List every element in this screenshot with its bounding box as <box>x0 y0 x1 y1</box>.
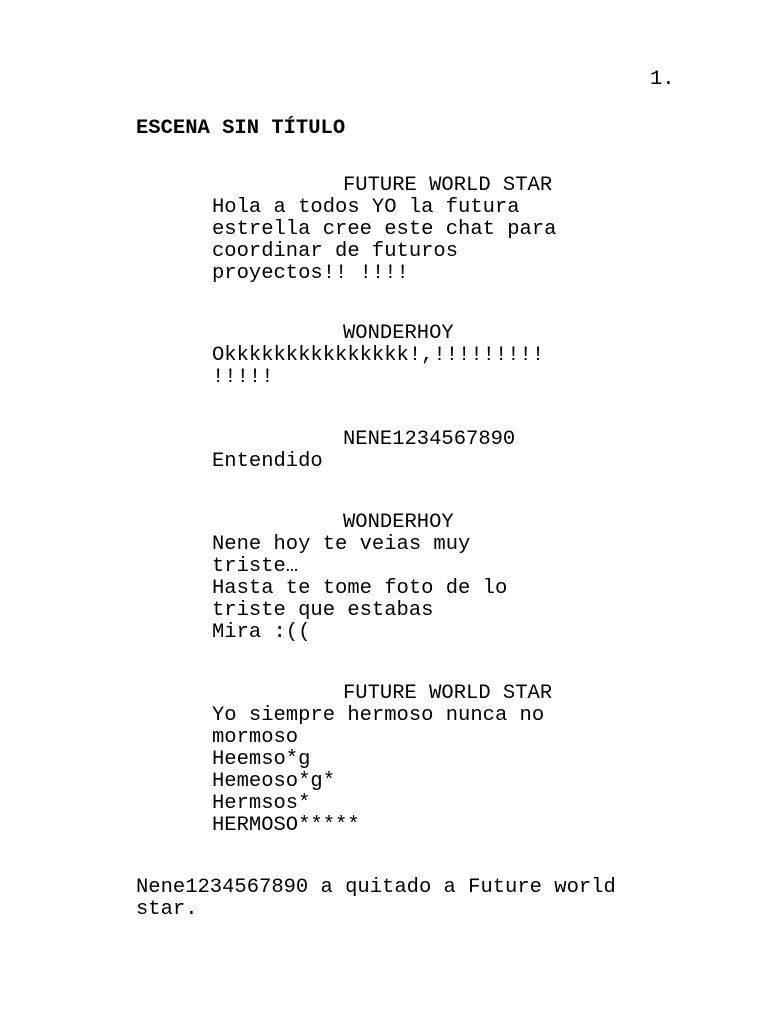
dialogue-block <box>212 512 632 644</box>
action-line: Nene1234567890 a quitado a Future world <box>136 876 616 899</box>
dialogue-line: !!!!! <box>212 366 274 389</box>
dialogue-line: Mira :(( <box>212 621 311 644</box>
action-line: star. <box>136 898 198 921</box>
page-number: 1. <box>650 68 675 91</box>
character-name: NENE1234567890 <box>343 428 516 451</box>
dialogue-line: triste que estabas <box>212 599 434 622</box>
dialogue-line: coordinar de futuros <box>212 240 459 263</box>
dialogue-block <box>212 683 632 837</box>
dialogue-line: Okkkkkkkkkkkkkkk!,!!!!!!!!! <box>212 344 545 367</box>
dialogue-line: Hola a todos YO la futura <box>212 196 520 219</box>
dialogue-block <box>212 323 632 389</box>
dialogue-block <box>212 175 632 285</box>
dialogue-line: Heemso*g <box>212 748 311 771</box>
dialogue-line: Yo siempre hermoso nunca no <box>212 704 545 727</box>
character-name: WONDERHOY <box>343 322 454 345</box>
dialogue-line: Hermsos* <box>212 792 311 815</box>
dialogue-line: Hasta te tome foto de lo <box>212 577 508 600</box>
character-name: FUTURE WORLD STAR <box>343 174 553 197</box>
character-name: WONDERHOY <box>343 511 454 534</box>
dialogue-line: estrella cree este chat para <box>212 218 557 241</box>
dialogue-line: mormoso <box>212 726 299 749</box>
dialogue-line: Entendido <box>212 450 323 473</box>
dialogue-line: HERMOSO***** <box>212 814 360 837</box>
dialogue-block <box>212 429 632 473</box>
dialogue-line: Nene hoy te veias muy <box>212 533 471 556</box>
dialogue-line: proyectos!! !!!! <box>212 262 409 285</box>
dialogue-line: triste… <box>212 555 299 578</box>
scene-heading: ESCENA SIN TÍTULO <box>136 117 346 140</box>
dialogue-line: Hemeoso*g* <box>212 770 336 793</box>
action-paragraph <box>136 877 696 921</box>
character-name: FUTURE WORLD STAR <box>343 682 553 705</box>
